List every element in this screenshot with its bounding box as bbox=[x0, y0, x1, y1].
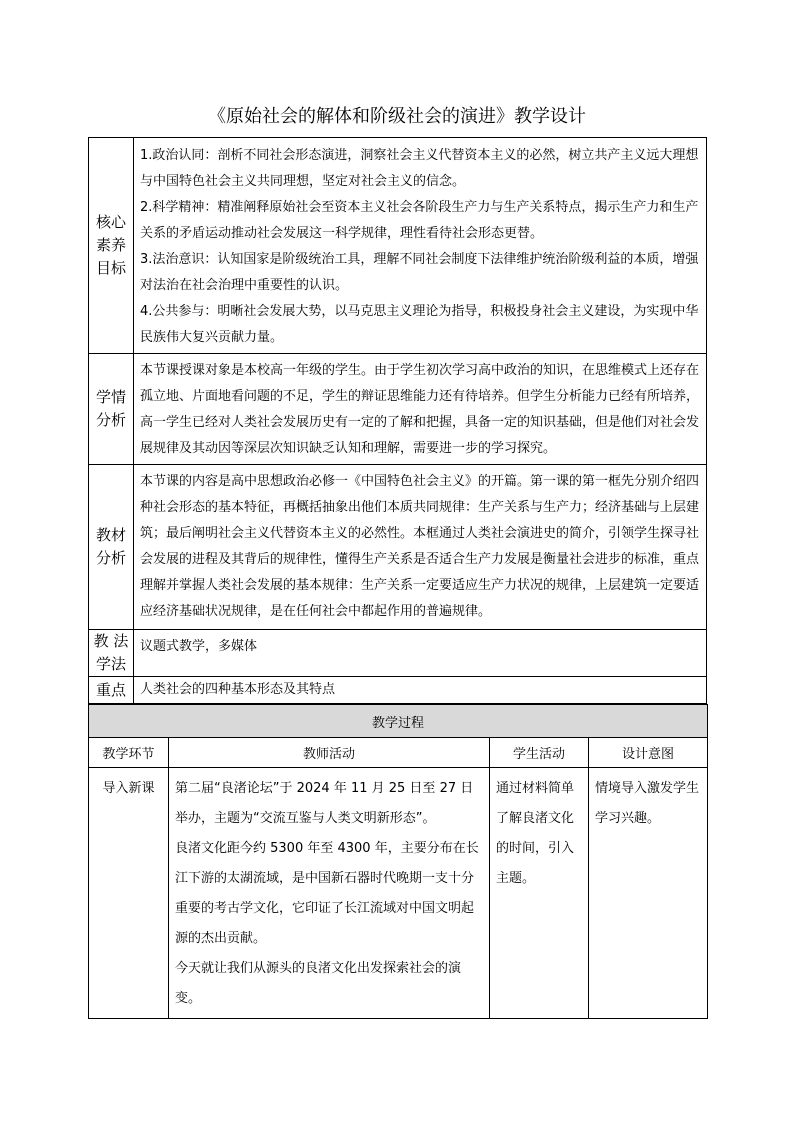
student-analysis-row bbox=[89, 354, 707, 465]
student-analysis-content: 本节课授课对象是本校高一年级的学生。由于学生初次学习高中政治的知识，在思维模式上还存在孤立地、片面地看问题的不足，学生的辩证思维能力还有待培养。但学生分析能力已经有所培养，高一学生已经对人类社会发展历史有一定的了解和把握，具备一定的知识基础，但是他们对社会发展规律及其动因等深层次知识缺乏认知和理解，需要进一步的学习探究。 bbox=[134, 354, 707, 465]
student-activity-cell: 通过材料简单了解良渚文化的时间，引入主题。 bbox=[490, 768, 589, 1019]
teacher-paragraph-2: 良渚文化距今约 5300 年至 4300 年，主要分布在长江下游的太湖流域，是中国新石器时代晚期一支十分重要的考古学文化，它印证了长江流域对中国文明起源的杰出贡献。 bbox=[175, 841, 479, 946]
student-analysis-label bbox=[89, 354, 134, 465]
material-analysis-label-text: 教材 分析 bbox=[95, 526, 126, 567]
process-header: 教学过程 bbox=[89, 705, 708, 738]
core-item-4: 4.公共参与：明晰社会发展大势，以马克思主义理论为指导，积极投身社会主义建设，为实现中华民族伟大复兴贡献力量。 bbox=[140, 304, 699, 345]
material-analysis-content: 本节课的内容是高中思想政治必修一《中国特色社会主义》的开篇。第一课的第一框先分别介绍四种社会形态的基本特征，再概括抽象出他们本质共同规律：生产关系与生产力；经济基础与上层建筑；最后阐明社会主义代替资本主义的必然性。本框通过人类社会演进史的简介，引领学生探寻社会发展的进程及其背后的规律性，懂得生产关系是否适合生产力发展是衡量社会进步的标准，重点理解并掌握人类社会发展的基本规律：生产关系一定要适应生产力状况的规律，上层建筑一定要适应经济基础状况规律，是在任何社会中都起作用的普遍规律。 bbox=[134, 465, 707, 630]
page-title: 《原始社会的解体和阶级社会的演进》教学设计 bbox=[208, 106, 586, 127]
design-table bbox=[88, 137, 707, 731]
process-column-headers bbox=[89, 738, 708, 768]
method-row bbox=[89, 630, 707, 677]
core-item-3: 3.法治意识：认知国家是阶级统治工具，理解不同社会制度下法律维护统治阶级利益的本质，增强对法治在社会治理中重要性的认识。 bbox=[140, 252, 699, 293]
design-intent-cell: 情境导入激发学生学习兴趣。 bbox=[589, 768, 708, 1019]
key-point-content: 人类社会的四种基本形态及其特点 bbox=[134, 677, 707, 704]
col-header-teacher: 教师活动 bbox=[169, 738, 490, 768]
key-point-label: 重点 bbox=[89, 677, 134, 704]
key-point-row bbox=[89, 677, 707, 704]
method-label bbox=[89, 630, 134, 677]
method-label-text: 教 法 学法 bbox=[93, 632, 129, 673]
col-header-intent: 设计意图 bbox=[589, 738, 708, 768]
student-analysis-label-text: 学情 分析 bbox=[95, 388, 126, 429]
teacher-activity-cell bbox=[169, 768, 490, 1019]
col-header-stage: 教学环节 bbox=[89, 738, 169, 768]
material-analysis-row bbox=[89, 465, 707, 630]
col-header-student: 学生活动 bbox=[490, 738, 589, 768]
material-analysis-label bbox=[89, 465, 134, 630]
core-item-1: 1.政治认同：剖析不同社会形态演进，洞察社会主义代替资本主义的必然，树立共产主义远大理想与中国特色社会主义共同理想，坚定对社会主义的信念。 bbox=[140, 148, 699, 189]
method-content: 议题式教学，多媒体 bbox=[134, 630, 707, 677]
core-literacy-label-text: 核心 素养 目标 bbox=[95, 213, 126, 277]
core-item-2: 2.科学精神：精准阐释原始社会至资本主义社会各阶段生产力与生产关系特点，揭示生产力和生产关系的矛盾运动推动社会发展这一科学规律，理性看待社会形态更替。 bbox=[140, 200, 699, 241]
table-row bbox=[89, 768, 708, 1019]
teacher-paragraph-1: 第二届“良渚论坛”于 2024 年 11 月 25 日至 27 日举办，主题为“交流互鉴与人类文明新形态”。 bbox=[175, 781, 474, 826]
process-header-row bbox=[89, 705, 708, 738]
core-literacy-row bbox=[89, 138, 707, 354]
core-literacy-label bbox=[89, 138, 134, 354]
process-table bbox=[88, 704, 708, 1019]
teacher-paragraph-3: 今天就让我们从源头的良渚文化出发探索社会的演变。 bbox=[175, 961, 462, 1006]
stage-cell: 导入新课 bbox=[89, 768, 169, 1019]
core-literacy-content bbox=[134, 138, 707, 354]
